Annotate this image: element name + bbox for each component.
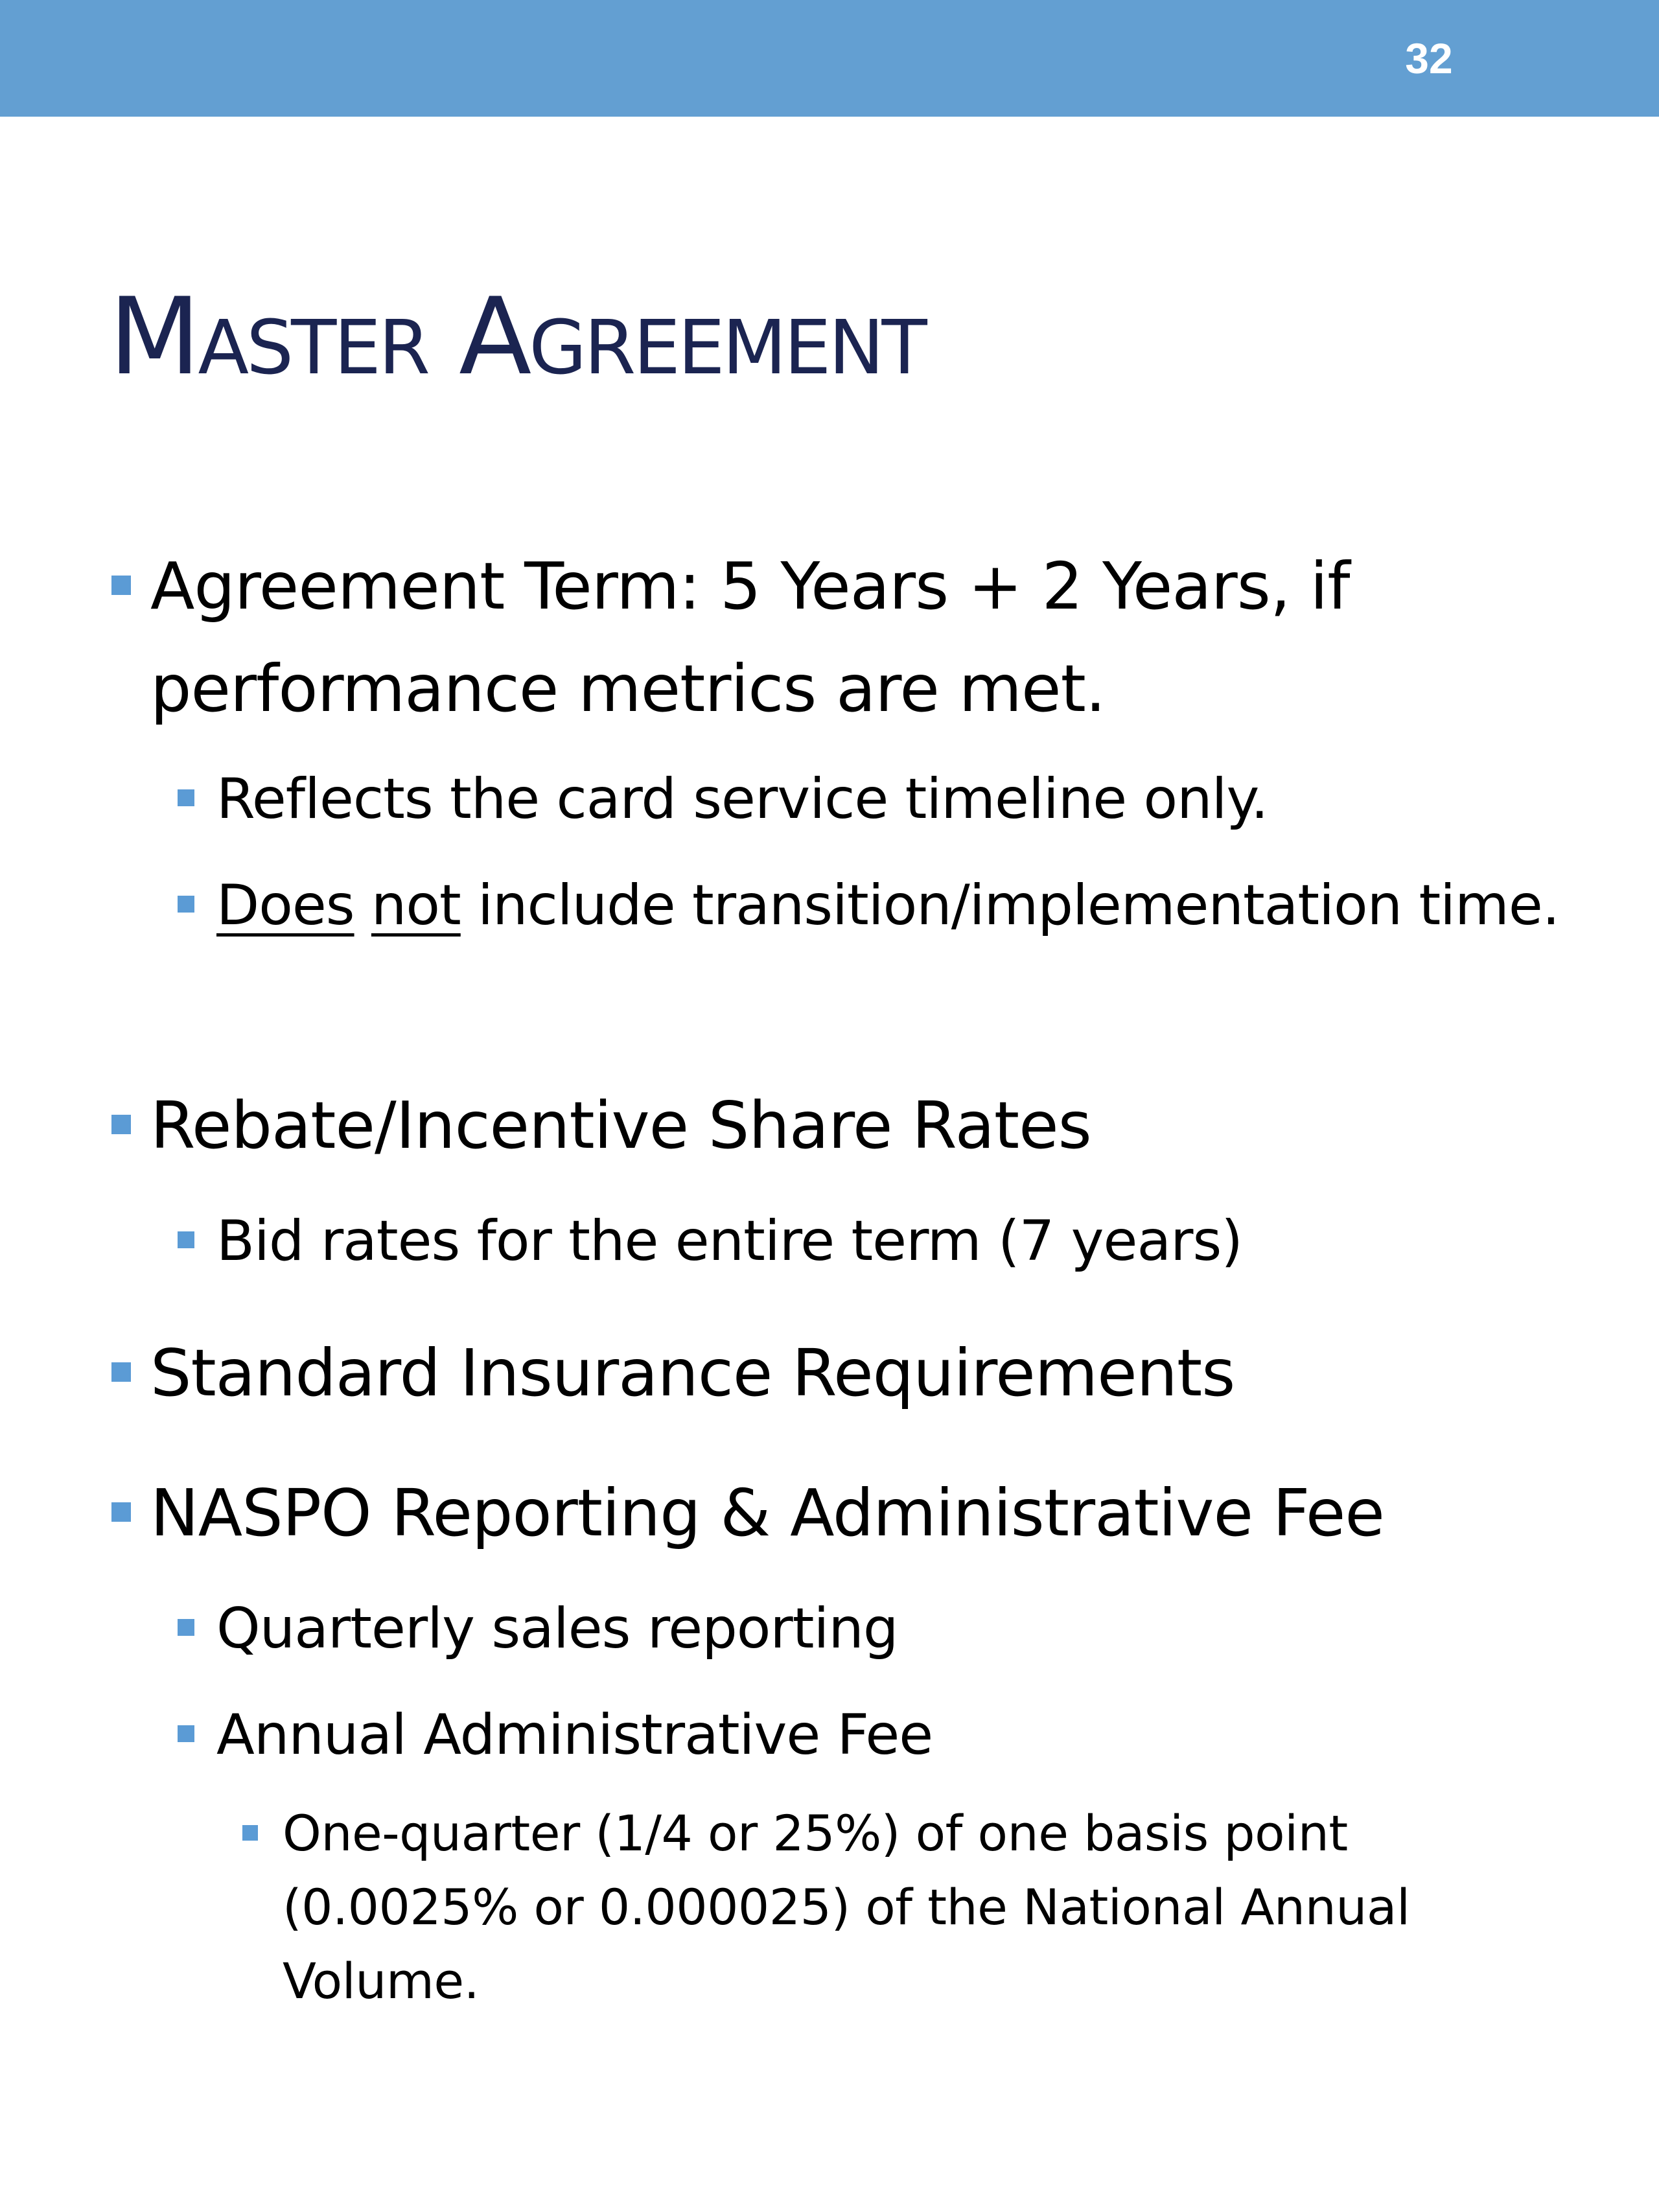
square-bullet-icon (178, 789, 194, 806)
square-bullet-icon (178, 1725, 194, 1742)
square-bullet-icon (178, 896, 194, 913)
underlined-word-does: Does (216, 873, 354, 938)
bullet-text: Quarterly sales reporting (216, 1596, 898, 1661)
bullet-text: One-quarter (1/4 or 25%) of one basis point (0.0025% or 0.000025) of the National Annual Volume. (283, 1804, 1410, 2010)
bullet-text: Reflects the card service timeline only. (216, 767, 1268, 832)
square-bullet-icon (111, 1362, 131, 1382)
square-bullet-icon (111, 1502, 131, 1522)
bullet-text: Rebate/Incentive Share Rates (150, 1088, 1091, 1163)
square-bullet-icon (111, 576, 131, 595)
bullet-text: Agreement Term: 5 Years + 2 Years, if performance metrics are met. (150, 548, 1350, 727)
bullet-text (216, 861, 1564, 950)
bullet-bid-rates (216, 1196, 1564, 1286)
bullet-text: NASPO Reporting & Administrative Fee (150, 1475, 1384, 1551)
bullet-transition (216, 861, 1564, 950)
bullet-rebate (150, 1075, 1550, 1177)
bullet-text: Standard Insurance Requirements (150, 1335, 1235, 1411)
bullet-insurance (150, 1322, 1550, 1425)
bullet-text: Annual Administrative Fee (216, 1703, 933, 1767)
slide-title: Master Agreement (109, 275, 925, 399)
square-bullet-icon (242, 1825, 258, 1841)
underlined-word-not: not (371, 873, 461, 938)
bullet-one-quarter (283, 1797, 1566, 2018)
square-bullet-icon (178, 1619, 194, 1636)
slide-number: 32 (1405, 34, 1453, 82)
bullet-naspo (150, 1462, 1550, 1565)
bullet-text: Bid rates for the entire term (7 years) (216, 1209, 1242, 1274)
bullet-agreement-term (150, 535, 1550, 740)
bullet-annual-fee (216, 1690, 1564, 1780)
bullet-card-service (216, 754, 1564, 844)
square-bullet-icon (111, 1115, 131, 1134)
bullet-text-rest: include transition/implementation time. (460, 873, 1560, 938)
square-bullet-icon (178, 1231, 194, 1248)
bullet-quarterly (216, 1584, 1564, 1673)
